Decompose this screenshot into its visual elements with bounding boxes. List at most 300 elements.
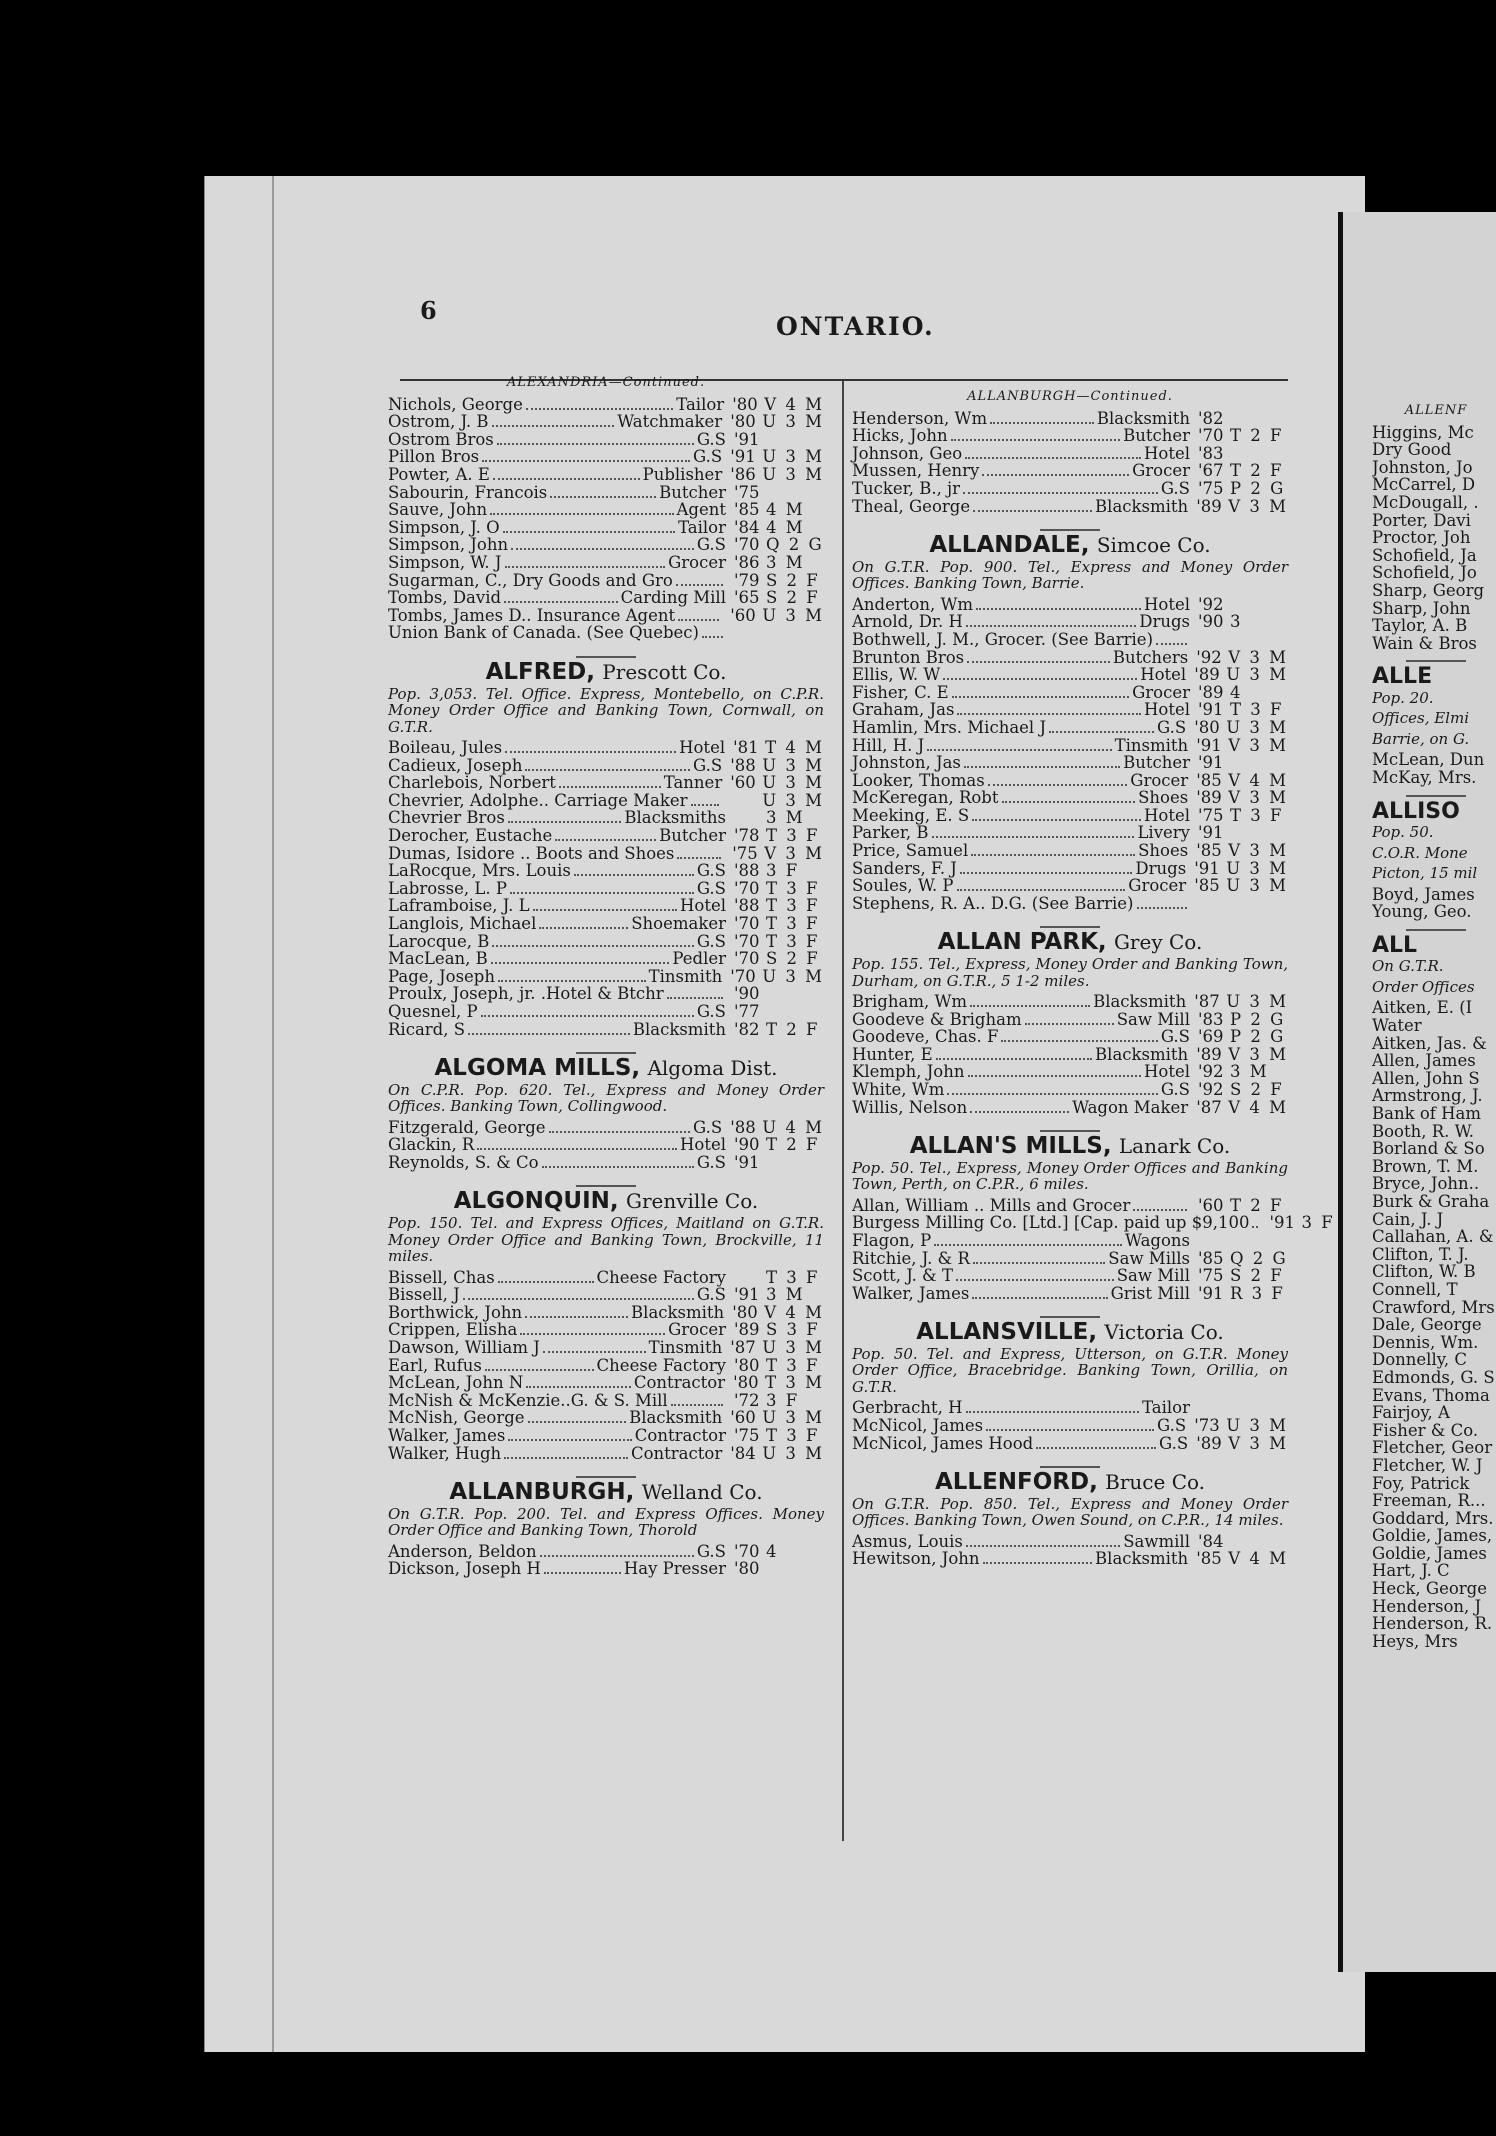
leader-dots (943, 678, 1137, 680)
entry-name: Graham, Jas (852, 700, 955, 720)
entry-year: '92 (1198, 594, 1224, 614)
entry-name: Johnston, Jas (852, 753, 961, 773)
entry-year: '80 (734, 1355, 760, 1375)
entry-trade: Blacksmith (1096, 408, 1190, 428)
entry-trade: Hotel (1140, 665, 1187, 685)
entry-trade: Hotel (1144, 1062, 1190, 1082)
directory-entry (852, 842, 1288, 860)
entry-year: '75 (734, 482, 760, 502)
directory-entry (852, 427, 1288, 445)
entry-trade: Publisher (642, 464, 723, 484)
directory-entry: Schofield, Jo (1372, 563, 1477, 583)
directory-entry: Fisher & Co. (1372, 1420, 1479, 1440)
directory-entry (852, 789, 1288, 807)
entry-name: Brunton Bros (852, 647, 965, 667)
directory-entry (388, 1286, 824, 1304)
directory-entry (852, 498, 1288, 516)
entry-trade: Hotel (680, 896, 726, 916)
entry-name: Reynolds, S. & Co (388, 1152, 539, 1172)
entry-name: Allan, William .. Mills and Grocer (852, 1195, 1131, 1215)
entry-year: '75 (734, 1425, 760, 1445)
leader-dots (988, 784, 1128, 786)
directory-entry (852, 807, 1288, 825)
entry-name: Soules, W. P (852, 876, 954, 896)
leader-dots (691, 804, 720, 806)
entry-rating: T 3 F (766, 825, 820, 845)
entry-rating: T 2 F (1230, 1195, 1284, 1215)
entry-trade: Tailor (1142, 1398, 1190, 1418)
directory-entry (388, 809, 824, 827)
entry-rating: 4 M (766, 517, 805, 537)
entry-year: '70 (734, 949, 760, 969)
entry-year: '88 (734, 896, 760, 916)
entry-name: Nichols, George (388, 394, 523, 414)
entry-rating: V 3 M (1228, 788, 1288, 808)
directory-entry (852, 613, 1288, 631)
entry-name: Tucker, B., jr (852, 478, 961, 498)
entry-year: '92 (1196, 647, 1222, 667)
directory-entry (852, 1533, 1288, 1551)
entry-rating: U 3 M (762, 447, 824, 467)
entry-trade: Saw Mill (1116, 1266, 1190, 1286)
entry-rating: T 3 F (766, 1425, 820, 1445)
directory-entry: McDougall, . (1372, 492, 1479, 512)
section-separator (1406, 660, 1466, 662)
entry-year: '85 (734, 500, 760, 520)
entry-year: '92 (1198, 1062, 1224, 1082)
directory-entry: Heck, George (1372, 1579, 1487, 1599)
entry-trade: Shoes (1138, 788, 1189, 808)
directory-entry (388, 1136, 824, 1154)
entry-year: '87 (1194, 992, 1220, 1012)
entry-trade: Contractor (634, 1425, 726, 1445)
page-number: 6 (420, 296, 437, 325)
entry-name: Fitzgerald, George (388, 1117, 546, 1137)
entry-rating: V 3 M (1228, 1044, 1288, 1064)
leader-dots (970, 1111, 1069, 1113)
town-name: ALFRED, (485, 658, 595, 685)
directory-entry: Dennis, Wm. (1372, 1332, 1479, 1352)
town-description: Picton, 15 mil (1372, 864, 1478, 883)
entry-name: Proulx, Joseph, jr. .Hotel & Btchr (388, 984, 664, 1004)
leader-dots (555, 839, 656, 841)
leader-dots (678, 619, 719, 621)
leader-dots (504, 601, 618, 603)
leader-dots (936, 1058, 1092, 1060)
entry-name: McNicol, James Hood (852, 1433, 1034, 1453)
directory-entry: Johnston, Jo (1372, 457, 1473, 477)
leader-dots (973, 510, 1092, 512)
directory-entry (388, 774, 824, 792)
entry-rating: T 3 F (766, 896, 820, 916)
entry-trade: Tinsmith (1114, 735, 1189, 755)
directory-entry (852, 596, 1288, 614)
county-name: Algoma Dist. (647, 1056, 778, 1081)
entry-name: Sauve, John (388, 500, 488, 520)
entry-rating: U 3 M (762, 1337, 824, 1357)
leader-dots (957, 713, 1141, 715)
entry-year: '81 (733, 738, 759, 757)
entry-year: '91 (734, 1152, 760, 1172)
town-section (852, 1130, 1335, 1303)
leader-dots (966, 1545, 1120, 1547)
entry-year: '70 (734, 535, 760, 555)
entry-trade: Sawmill (1123, 1531, 1190, 1551)
leader-dots (960, 872, 1133, 874)
entry-trade: Butcher (1123, 753, 1190, 773)
entry-year: '72 (734, 1390, 760, 1410)
entry-year: '92 (1198, 1080, 1224, 1099)
entry-year: '80 (1194, 717, 1220, 737)
county-name: Lanark Co. (1118, 1134, 1231, 1159)
town-description: On G.T.R. Pop. 850. Tel., Express and Money Order Offices. Banking Town, Owen Sound, on C.P.R., 14 miles. (852, 1494, 1288, 1530)
entry-year: '82 (1198, 408, 1224, 428)
directory-entry (388, 1560, 824, 1578)
entry-name: Powter, A. E (388, 464, 490, 484)
directory-entry (388, 1427, 824, 1445)
entry-rating: 3 M (1230, 1062, 1269, 1082)
directory-entry (388, 1154, 824, 1172)
entry-rating: T 2 F (1230, 426, 1284, 446)
entry-name: Ellis, W. W (852, 665, 941, 685)
entry-rating: U 3 M (1226, 717, 1288, 737)
leader-dots (498, 1281, 594, 1283)
town-section (388, 1476, 824, 1578)
entry-rating: T 3 F (1230, 805, 1284, 825)
entry-name: Hicks, John (852, 426, 948, 446)
leader-dots (963, 492, 1158, 494)
entry-year: '67 (1198, 461, 1224, 481)
entry-name: Ritchie, J. & R (852, 1248, 970, 1268)
town-section (388, 1185, 824, 1462)
entry-year: '70 (734, 878, 760, 898)
town-heading (388, 1479, 824, 1506)
leader-dots (983, 1562, 1093, 1564)
leader-dots (1156, 643, 1187, 645)
directory-entry (852, 410, 1288, 428)
entry-name: Asmus, Louis (852, 1531, 963, 1551)
entry-name: Dickson, Joseph H (388, 1559, 541, 1579)
entry-trade: G.S (1160, 478, 1190, 498)
entry-trade: G.S (693, 447, 723, 467)
entry-trade: Blacksmith (1095, 1549, 1189, 1569)
leader-dots (976, 608, 1141, 610)
entry-year: '82 (734, 1019, 760, 1039)
entry-trade: Hotel (679, 738, 726, 757)
directory-entry (388, 607, 824, 625)
section-separator (1040, 1466, 1100, 1468)
entry-rating: U 3 M (762, 966, 824, 986)
entry-trade: Grocer (668, 1320, 726, 1340)
town-name: ALLANSVILLE, (916, 1319, 1098, 1346)
leader-dots (508, 1439, 631, 1441)
town-heading: ALL (1372, 932, 1418, 958)
directory-entry (852, 666, 1288, 684)
leader-dots (525, 1316, 628, 1318)
town-description: Pop. 50. (1372, 823, 1434, 842)
town-section (388, 1052, 824, 1171)
entry-name: Page, Joseph (388, 966, 495, 986)
entry-year: '65 (734, 588, 760, 608)
directory-entry (852, 1285, 1288, 1303)
entry-name: Brigham, Wm (852, 992, 968, 1012)
leader-dots (544, 1572, 621, 1574)
entry-year: '91 (1198, 1283, 1224, 1303)
directory-entry: Higgins, Mc (1372, 422, 1474, 442)
entry-rating: 3 F (766, 861, 800, 881)
directory-entry: Goldie, James (1372, 1543, 1487, 1563)
entry-trade: Butchers (1112, 647, 1189, 667)
directory-entry: Foy, Patrick (1372, 1473, 1470, 1493)
town-name: ALLAN'S MILLS, (909, 1133, 1112, 1160)
entry-trade: Hotel (1144, 805, 1190, 825)
entry-year: '84 (730, 1443, 756, 1463)
directory-entry: Donnelly, C (1372, 1350, 1467, 1370)
town-description: Pop. 150. Tel. and Express Offices, Maitland on G.T.R. Money Order Office and Banking Town, Brockville, 11 miles. (388, 1214, 824, 1266)
entry-trade: Contractor (633, 1373, 726, 1393)
county-name: Grenville Co. (625, 1189, 759, 1214)
entry-rating: V 3 M (1228, 496, 1288, 516)
directory-entry: Dry Good (1372, 440, 1452, 460)
entry-year: '69 (1198, 1027, 1224, 1047)
entry-trade: G.S (696, 931, 726, 951)
town-heading (388, 658, 824, 685)
leader-dots (970, 1005, 1090, 1007)
leader-dots (526, 408, 673, 410)
leader-dots (1137, 907, 1188, 909)
directory-entry: Aitken, Jas. & (1372, 1033, 1487, 1053)
entry-name: Anderson, Beldon (388, 1541, 537, 1561)
directory-entry: Fletcher, W. J (1372, 1455, 1483, 1475)
entry-rating: U 3 M (1226, 1416, 1288, 1436)
entry-rating: Q 2 G (1230, 1248, 1288, 1268)
entry-trade: Grocer (1130, 770, 1189, 790)
entry-year: '70 (730, 966, 756, 986)
directory-entry (388, 1269, 824, 1287)
directory-entry (388, 1543, 824, 1561)
entry-year: '60 (730, 1408, 756, 1428)
entry-rating: U 3 M (762, 464, 824, 484)
entry-trade: G.S (1160, 1027, 1190, 1047)
entry-trade: Hotel (1144, 700, 1190, 720)
entry-name: Walker, Hugh (388, 1443, 502, 1463)
entry-rating: T 4 M (765, 738, 824, 757)
entry-name: Bissell, J (388, 1285, 460, 1305)
entry-trade: G.S (1159, 1433, 1189, 1453)
entry-year: '89 (1198, 682, 1224, 702)
entry-name: Charlebois, Norbert (388, 773, 556, 793)
entry-year: '89 (734, 1320, 760, 1340)
directory-entry (852, 649, 1288, 667)
leader-dots (468, 1033, 630, 1035)
entry-trade: Wagon Maker (1072, 1097, 1189, 1117)
entry-year: '84 (734, 517, 760, 537)
entry-trade: Drugs (1135, 858, 1187, 878)
page-fold-edge (272, 176, 274, 2052)
leader-dots (964, 766, 1120, 768)
directory-entry (388, 862, 824, 880)
entry-name: Meeking, E. S (852, 805, 970, 825)
entry-rating: S 2 F (766, 949, 820, 969)
town-description: C.O.R. Mone (1372, 843, 1468, 862)
entry-name: Willis, Nelson (852, 1097, 968, 1117)
entry-rating: V 3 M (1228, 1433, 1288, 1453)
entry-rating: T 3 F (766, 878, 820, 898)
entry-rating: U 3 M (1226, 876, 1288, 896)
town-description: Pop. 50. Tel. and Express, Utterson, on G.T.R. Money Order Office, Bracebridge. Banking Town, Orillia, on G.T.R. (852, 1344, 1288, 1396)
entry-year: '83 (1198, 1009, 1224, 1029)
entry-rating: S 2 F (1230, 1080, 1284, 1099)
leader-dots (559, 786, 661, 788)
entry-trade: Blacksmiths (624, 808, 726, 828)
entry-rating: V 3 M (1228, 647, 1288, 667)
town-section (388, 374, 824, 642)
town-heading (852, 1133, 1288, 1160)
entry-trade: Shoemaker (631, 913, 726, 933)
leader-dots (525, 769, 690, 771)
section-separator (576, 1052, 636, 1054)
directory-entry (852, 1213, 1335, 1233)
directory-entry (852, 1417, 1288, 1435)
leader-dots (956, 1279, 1114, 1281)
town-heading (852, 1469, 1288, 1496)
section-separator (1040, 926, 1100, 928)
entry-rating: T 2 F (766, 1019, 820, 1039)
entry-rating: U 4 M (762, 1117, 824, 1137)
entry-rating: 3 (1230, 612, 1243, 632)
directory-entry: Brown, T. M. (1372, 1156, 1479, 1176)
entry-rating: 3 M (766, 808, 805, 828)
entry-rating: 3 F (1301, 1213, 1335, 1233)
entry-name: McNish & McKenzie..G. & S. Mill (388, 1390, 668, 1410)
entry-trade: G.S (696, 1152, 726, 1172)
directory-entry (388, 501, 824, 519)
entry-trade: Livery (1137, 823, 1190, 843)
entry-trade: Tailor (678, 517, 726, 537)
directory-entry: McKay, Mrs. (1372, 768, 1477, 787)
entry-rating: S 2 F (1230, 1266, 1284, 1286)
directory-entry (852, 701, 1288, 719)
entry-year: '85 (1196, 770, 1222, 790)
entry-year: '91 (730, 447, 756, 467)
town-heading (852, 1319, 1288, 1346)
entry-year: '89 (1194, 665, 1220, 685)
directory-entry (852, 1550, 1288, 1568)
entry-rating: U 3 M (1226, 858, 1288, 878)
entry-trade: G.S (1157, 717, 1187, 737)
directory-entry (388, 589, 824, 607)
entry-name: LaRocque, Mrs. Louis (388, 861, 571, 881)
entry-name: Goodeve, Chas. F (852, 1027, 999, 1047)
directory-entry (388, 519, 824, 537)
directory-entry (388, 897, 824, 915)
directory-entry (852, 754, 1288, 772)
entry-trade: Pedler (672, 949, 726, 969)
entry-rating: 4 (1230, 682, 1243, 702)
entry-trade: Shoes (1138, 841, 1189, 861)
town-section (388, 656, 824, 1038)
town-heading (388, 1055, 824, 1082)
directory-entry (388, 933, 824, 951)
entry-rating: U 3 M (1226, 665, 1288, 685)
directory-entry (388, 1392, 824, 1410)
entry-name: Ostrom, J. B (388, 412, 489, 432)
leader-dots (528, 1421, 627, 1423)
entry-trade: Wagons (1125, 1230, 1190, 1250)
directory-entry: Young, Geo. (1372, 902, 1472, 922)
directory-entry: Schofield, Ja (1372, 545, 1477, 565)
continued-heading: ALLANBURGH—Continued. (967, 389, 1173, 404)
entry-trade: Grist Mill (1110, 1283, 1190, 1303)
section-separator (1040, 1316, 1100, 1318)
entry-trade: Grocer (668, 552, 726, 572)
county-name: Bruce Co. (1105, 1470, 1206, 1495)
leader-dots (986, 1429, 1154, 1431)
section-separator (576, 1476, 636, 1478)
entry-rating: T 3 F (1230, 700, 1284, 720)
entry-name: Larocque, B (388, 931, 490, 951)
entry-name: Tombs, James D.. Insurance Agent (388, 605, 676, 625)
entry-trade: Carding Mill (620, 588, 726, 608)
leader-dots (957, 889, 1126, 891)
column-middle (852, 386, 1335, 1569)
town-description: Pop. 20. (1372, 688, 1434, 707)
entry-trade: Butcher (659, 825, 726, 845)
entry-name: Union Bank of Canada. (See Quebec) (388, 623, 699, 643)
leader-dots (482, 460, 690, 462)
directory-entry: Aitken, E. (I (1372, 998, 1473, 1018)
entry-name: Crippen, Elisha (388, 1320, 518, 1340)
section-separator (1040, 1130, 1100, 1132)
directory-entry (852, 480, 1288, 498)
entry-name: Henderson, Wm (852, 408, 988, 428)
directory-entry: Dale, George (1372, 1315, 1482, 1335)
entry-year: '85 (1194, 876, 1220, 896)
entry-name: Scott, J. & T (852, 1266, 953, 1286)
town-heading (388, 1188, 824, 1215)
leader-dots (526, 1386, 631, 1388)
directory-entry: Edmonds, G. S (1372, 1367, 1495, 1387)
entry-name: Laframboise, J. L (388, 896, 530, 916)
leader-dots (951, 439, 1120, 441)
entry-year: '88 (730, 1117, 756, 1137)
directory-entry: Heys, Mrs (1372, 1631, 1458, 1651)
directory-entry (388, 757, 824, 775)
leader-dots (1002, 801, 1136, 803)
entry-trade: Watchmaker (617, 412, 723, 432)
entry-name: Tombs, David (388, 588, 502, 608)
directory-entry: Goldie, James, (1372, 1526, 1493, 1546)
town-name: ALLENFORD, (934, 1469, 1098, 1496)
entry-trade: G.S (696, 1285, 726, 1305)
leader-dots (1133, 1209, 1187, 1211)
entry-trade: Tinsmith (648, 1337, 723, 1357)
leader-dots (505, 751, 676, 753)
entry-trade: G.S (696, 861, 726, 881)
entry-name: Theal, George (852, 496, 971, 516)
entry-trade: Tailor (676, 394, 725, 414)
directory-entry: Porter, Davi (1372, 510, 1471, 530)
entry-year: '85 (1196, 841, 1222, 861)
leader-dots (934, 1244, 1122, 1246)
entry-year: '89 (1196, 496, 1222, 516)
entry-trade: G.S (696, 878, 726, 898)
entry-trade: G.S (1160, 1080, 1190, 1099)
directory-entry (388, 448, 824, 466)
directory-entry: Cain, J. J (1372, 1209, 1444, 1229)
directory-entry: Booth, R. W. (1372, 1121, 1474, 1141)
entry-year: '80 (734, 1559, 760, 1579)
